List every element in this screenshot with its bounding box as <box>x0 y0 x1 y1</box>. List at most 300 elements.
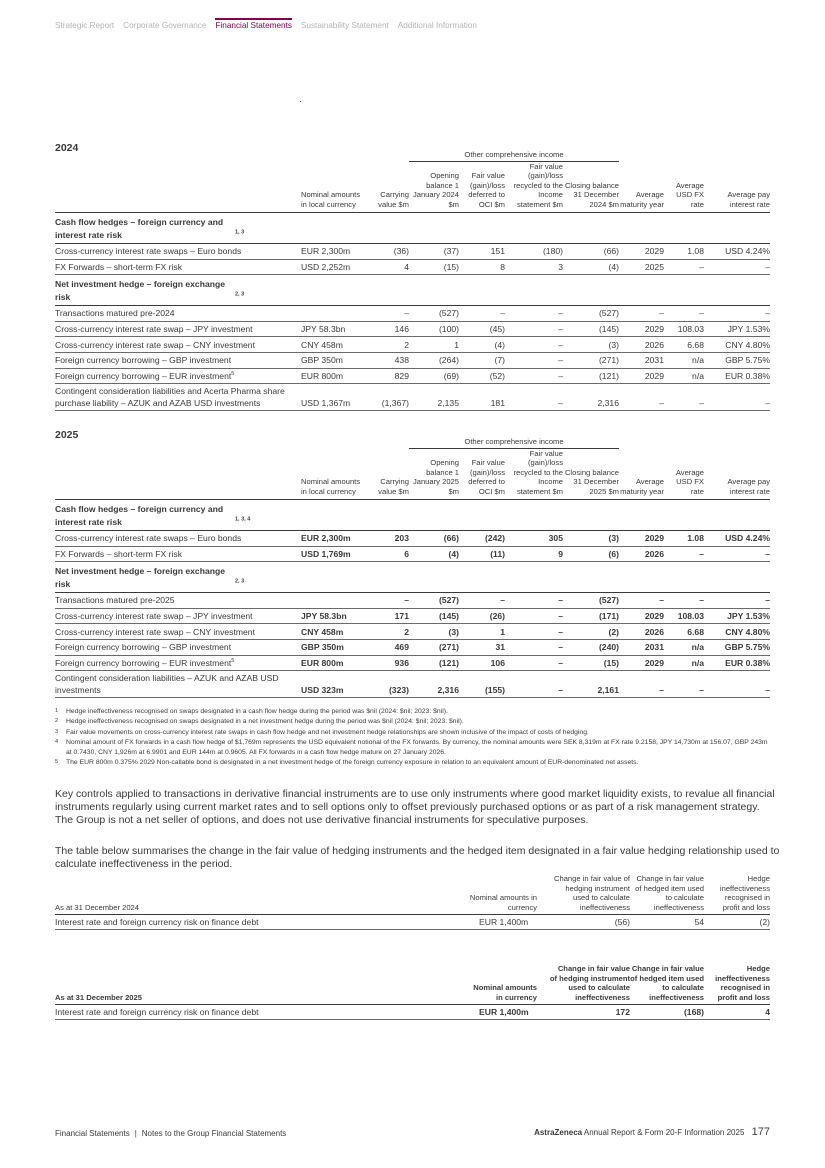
row-label-cell <box>55 244 301 260</box>
footer-brand: AstraZeneca <box>534 1128 583 1137</box>
table-row <box>55 337 770 353</box>
col-ineff: Hedge ineffectiveness recognised in profit and loss <box>704 964 770 1005</box>
section-header <box>55 500 770 531</box>
cell-recycled: – <box>505 593 563 609</box>
row-label: FX Forwards – short-term FX risk <box>55 261 183 272</box>
cell-nominal: CNY 458m <box>301 624 367 640</box>
row-label: Cross-currency interest rate swap – CNY investment <box>55 626 255 637</box>
footnote-number: 1 <box>55 708 59 714</box>
footnote-ref: 2, 3 <box>235 291 245 298</box>
col-ineff: Hedge ineffectiveness recognised in profit and loss <box>704 874 770 915</box>
cell-carrying: 6 <box>367 546 409 562</box>
col-fv-deferred: Fair value (gain)/loss deferred to OCI $m <box>459 448 505 500</box>
cell-fx: n/a <box>664 655 704 671</box>
cell-fx: – <box>664 671 704 698</box>
key-controls-paragraph: Key controls applied to transactions in derivative financial instruments are to use only instruments where good market liquidity exists, to revalue all financial instruments regularly using current market rates and to sell options only to offset previously purchased options or as part of a risk management strategy. The Group is not a net seller of options, and does not use derivative financial instruments for speculative purposes. <box>55 788 775 827</box>
table-row <box>55 531 770 547</box>
footnote <box>55 728 775 738</box>
row-label: Foreign currency borrowing – GBP investment <box>55 355 232 366</box>
cell-maturity: 2026 <box>619 546 664 562</box>
row-label: Cross-currency interest rate swap – JPY investment <box>55 611 253 622</box>
cell-recycled: (180) <box>505 244 563 260</box>
row-label-cell <box>55 593 301 609</box>
cell-opening: 1 <box>409 337 459 353</box>
cell-rate: JPY 1.53% <box>704 608 770 624</box>
col-opening <box>409 161 459 213</box>
top-nav <box>55 21 477 30</box>
col-nominal: Nominal amounts in currency <box>463 874 537 915</box>
cell-fx: n/a <box>664 352 704 368</box>
row-label: Interest rate and foreign currency risk on finance debt <box>55 1005 463 1020</box>
section-title: Net investment hedge – foreign exchange risk <box>55 279 226 302</box>
cell-maturity: 2031 <box>619 352 664 368</box>
section-header <box>55 213 770 244</box>
col-opening <box>409 448 459 500</box>
col-fx-rate: Average USD FX rate <box>664 161 704 213</box>
cell-recycled: 9 <box>505 546 563 562</box>
hedge-table-2024 <box>55 149 770 411</box>
cell-closing: (121) <box>563 368 619 384</box>
col-closing-label: Closing balance 31 December <box>564 467 619 486</box>
cell-opening: (66) <box>409 531 459 547</box>
table-row <box>55 321 770 337</box>
row-label-cell <box>55 352 301 368</box>
cell-rate: – <box>704 259 770 275</box>
cell-closing: 2,161 <box>563 671 619 698</box>
table-row <box>55 608 770 624</box>
cell-rate: CNY 4.80% <box>704 337 770 353</box>
cell-maturity: – <box>619 593 664 609</box>
nav-additional-information[interactable]: Additional Information <box>397 21 477 30</box>
row-label-cell <box>55 306 301 322</box>
row-label: Cross-currency interest rate swaps – Euro bonds <box>55 246 242 257</box>
row-label-cell <box>55 655 301 671</box>
footnote-ref: 1, 3, 4 <box>235 516 251 523</box>
cell-deferred: (4) <box>459 337 505 353</box>
cell-nominal: EUR 2,300m <box>301 531 367 547</box>
cell-maturity: – <box>619 671 664 698</box>
section-title: Cash flow hedges – foreign currency and interest rate risk <box>55 504 224 527</box>
nav-strategic-report[interactable]: Strategic Report <box>55 21 115 30</box>
row-label: Transactions matured pre-2025 <box>55 595 175 606</box>
cell-nominal: USD 1,769m <box>301 546 367 562</box>
cell-recycled: – <box>505 384 563 411</box>
row-label-cell <box>55 639 301 655</box>
cell-maturity: – <box>619 306 664 322</box>
footnote-number: 4 <box>55 738 59 745</box>
cell-carrying: (36) <box>367 244 409 260</box>
table-row <box>55 384 770 411</box>
cell-closing: (15) <box>563 655 619 671</box>
col-closing <box>563 161 619 213</box>
cell-deferred: (45) <box>459 321 505 337</box>
cell-closing: (527) <box>563 306 619 322</box>
col-opening-label: Opening balance 1 January <box>412 171 459 199</box>
cell-fx: 108.03 <box>664 321 704 337</box>
cell-deferred: 1 <box>459 624 505 640</box>
col-instrument: Change in fair value of hedging instrument used to calculate ineffectiveness <box>537 964 630 1005</box>
row-label: Foreign currency borrowing – EUR investment <box>55 657 232 668</box>
cell-carrying: – <box>367 306 409 322</box>
footnote-ref: 1, 3 <box>235 229 245 236</box>
nav-sustainability-statement[interactable]: Sustainability Statement <box>300 21 389 30</box>
col-pay-rate: Average pay interest rate <box>704 448 770 500</box>
col-nominal: Nominal amounts in currency <box>463 964 537 1005</box>
cell-carrying: 438 <box>367 352 409 368</box>
cell-recycled: – <box>505 306 563 322</box>
ineff-value: 4 <box>704 1005 770 1020</box>
cell-rate: – <box>704 306 770 322</box>
row-label-cell <box>55 671 301 698</box>
cell-fx: 6.68 <box>664 624 704 640</box>
cell-nominal: USD 323m <box>301 671 367 698</box>
stray-dot <box>300 101 301 102</box>
cell-nominal: JPY 58.3bn <box>301 608 367 624</box>
col-maturity: Average maturity year <box>619 161 664 213</box>
cell-deferred: (26) <box>459 608 505 624</box>
cell-fx: n/a <box>664 639 704 655</box>
cell-opening: (527) <box>409 306 459 322</box>
cell-carrying: – <box>367 593 409 609</box>
cell-deferred: (11) <box>459 546 505 562</box>
cell-closing: (527) <box>563 593 619 609</box>
cell-carrying: 469 <box>367 639 409 655</box>
cell-closing: (6) <box>563 546 619 562</box>
cell-carrying: 171 <box>367 608 409 624</box>
footnote-number: 2 <box>55 718 59 725</box>
cell-opening: (100) <box>409 321 459 337</box>
cell-recycled: – <box>505 624 563 640</box>
footer-report <box>534 1126 770 1138</box>
cell-closing: (145) <box>563 321 619 337</box>
row-label-cell <box>55 546 301 562</box>
footnote <box>55 717 775 727</box>
oci-group-header: Other comprehensive income <box>409 149 619 161</box>
footnote-text: Fair value movements on cross-currency interest rate swaps in cash flow hedge and net investment hedge relationships are shown inclusive of the impact of costs of hedging. <box>66 728 589 736</box>
item-value: (168) <box>630 1005 704 1020</box>
cell-fx: 1.08 <box>664 244 704 260</box>
footnotes <box>55 707 775 769</box>
row-label-cell <box>55 608 301 624</box>
cell-carrying: 4 <box>367 259 409 275</box>
row-label: FX Forwards – short-term FX risk <box>55 548 183 559</box>
col-closing-year: 2025 <box>589 486 607 496</box>
col-nominal-label: Nominal amounts in local currency <box>301 477 361 496</box>
fair-value-hedge-table-2025 <box>55 964 770 1020</box>
cell-recycled: – <box>505 321 563 337</box>
nav-financial-statements[interactable]: Financial Statements <box>215 21 292 30</box>
col-pay-rate: Average pay interest rate <box>704 161 770 213</box>
cell-deferred: 151 <box>459 244 505 260</box>
cell-recycled: – <box>505 655 563 671</box>
cell-carrying: 2 <box>367 624 409 640</box>
cell-rate: GBP 5.75% <box>704 352 770 368</box>
row-label: Cross-currency interest rate swap – JPY investment <box>55 324 253 335</box>
footnote <box>55 738 775 759</box>
table-row <box>55 915 770 930</box>
cell-carrying: (323) <box>367 671 409 698</box>
footnote-ref: 2, 3 <box>235 578 245 585</box>
cell-nominal: EUR 800m <box>301 368 367 384</box>
section-header <box>55 562 770 593</box>
cell-closing: (66) <box>563 244 619 260</box>
cell-recycled: – <box>505 337 563 353</box>
row-label: Contingent consideration liabilities and Acerta Pharma share purchase liability – AZUK and AZAB USD investments <box>55 386 285 408</box>
cell-opening: 2,135 <box>409 384 459 411</box>
table-row <box>55 352 770 368</box>
cell-fx: – <box>664 593 704 609</box>
col-opening-year: 2024 <box>442 190 459 199</box>
cell-nominal: USD 2,252m <box>301 259 367 275</box>
oci-group-header: Other comprehensive income <box>409 436 619 448</box>
cell-opening: 2,316 <box>409 671 459 698</box>
cell-fx: 1.08 <box>664 531 704 547</box>
section-title: Cash flow hedges – foreign currency and interest rate risk <box>55 217 224 240</box>
table-row <box>55 244 770 260</box>
cell-rate: – <box>704 546 770 562</box>
cell-recycled: – <box>505 639 563 655</box>
footnote <box>55 758 775 768</box>
footer-section[interactable]: Financial Statements <box>55 1129 130 1138</box>
col-fv-recycled: Fair value (gain)/loss recycled to the Income statement $m <box>505 448 563 500</box>
col-instrument: Change in fair value of hedging instrument used to calculate ineffectiveness <box>537 874 630 915</box>
cell-rate: USD 4.24% <box>704 244 770 260</box>
cell-carrying: 146 <box>367 321 409 337</box>
col-opening-unit: $m <box>448 199 459 209</box>
cell-rate: CNY 4.80% <box>704 624 770 640</box>
row-label: Interest rate and foreign currency risk on finance debt <box>55 915 463 930</box>
cell-opening: (4) <box>409 546 459 562</box>
cell-rate: – <box>704 384 770 411</box>
cell-closing: (171) <box>563 608 619 624</box>
cell-closing: (240) <box>563 639 619 655</box>
footnote-text: The EUR 800m 0.375% 2029 Non-callable bond is designated in a net investment hedge of the foreign currency exposure in relation to an equivalent amount of EUR-denominated net assets. <box>66 759 639 767</box>
row-label: Contingent consideration liabilities – AZUK and AZAB USD investments <box>55 673 279 695</box>
row-label-cell <box>55 337 301 353</box>
year-title-2024: 2024 <box>55 142 79 154</box>
cell-maturity: – <box>619 384 664 411</box>
page-number: 177 <box>751 1126 770 1138</box>
col-item: Change in fair value of hedged item used to calculate ineffectiveness <box>630 964 704 1005</box>
col-closing-unit: $m <box>608 199 619 209</box>
cell-maturity: 2026 <box>619 624 664 640</box>
cell-nominal: GBP 350m <box>301 639 367 655</box>
col-fv-recycled: Fair value (gain)/loss recycled to the Income statement $m <box>505 161 563 213</box>
fair-value-paragraph: The table below summarises the change in the fair value of hedging instruments and the hedged item designated in a fair value hedging relationship used to calculate ineffectiveness in the period. <box>55 845 780 871</box>
row-label: Transactions matured pre-2024 <box>55 308 175 319</box>
col-nominal <box>301 161 367 213</box>
cell-nominal: USD 1,367m <box>301 384 367 411</box>
footer-breadcrumb: Financial Statements | Notes to the Group Financial Statements <box>55 1129 287 1138</box>
col-item: Change in fair value of hedged item used to calculate ineffectiveness <box>630 874 704 915</box>
cell-maturity: 2029 <box>619 368 664 384</box>
cell-fx: – <box>664 306 704 322</box>
cell-nominal: CNY 458m <box>301 337 367 353</box>
row-label-cell <box>55 624 301 640</box>
ineff-value: (2) <box>704 915 770 930</box>
cell-closing: (3) <box>563 531 619 547</box>
cell-closing: 2,316 <box>563 384 619 411</box>
cell-carrying: 2 <box>367 337 409 353</box>
col-nominal-label: Nominal amounts in local currency <box>301 190 361 209</box>
cell-deferred: 31 <box>459 639 505 655</box>
cell-deferred: 106 <box>459 655 505 671</box>
row-label: Foreign currency borrowing – EUR investment <box>55 370 232 381</box>
row-label-cell <box>55 321 301 337</box>
table-row <box>55 368 770 384</box>
table-row <box>55 639 770 655</box>
table-row <box>55 624 770 640</box>
cell-nominal <box>301 306 367 322</box>
cell-closing: (271) <box>563 352 619 368</box>
footnote-text: Hedge ineffectiveness recognised on swaps designated in a cash flow hedge during the period was $nil (2024: $nil; 2023: $nil). <box>66 708 448 715</box>
cell-opening: (3) <box>409 624 459 640</box>
cell-recycled: 305 <box>505 531 563 547</box>
footnote-number: 3 <box>55 728 59 735</box>
cell-deferred: – <box>459 593 505 609</box>
cell-rate: GBP 5.75% <box>704 639 770 655</box>
cell-carrying: 936 <box>367 655 409 671</box>
cell-opening: (264) <box>409 352 459 368</box>
cell-opening: (37) <box>409 244 459 260</box>
nominal-value: EUR 1,400m <box>463 915 537 930</box>
cell-deferred: (7) <box>459 352 505 368</box>
hedge-table-2025 <box>55 436 770 698</box>
col-fv-deferred: Fair value (gain)/loss deferred to OCI $m <box>459 161 505 213</box>
cell-closing: (3) <box>563 337 619 353</box>
cell-opening: (527) <box>409 593 459 609</box>
cell-fx: – <box>664 546 704 562</box>
footnote <box>55 707 775 717</box>
table-row <box>55 546 770 562</box>
cell-carrying: 203 <box>367 531 409 547</box>
col-closing <box>563 448 619 500</box>
section-header <box>55 275 770 306</box>
cell-rate: – <box>704 671 770 698</box>
footer-subsection[interactable]: Notes to the Group Financial Statements <box>141 1129 287 1138</box>
cell-carrying: 829 <box>367 368 409 384</box>
cell-carrying: (1,367) <box>367 384 409 411</box>
cell-nominal: EUR 800m <box>301 655 367 671</box>
cell-opening: (121) <box>409 655 459 671</box>
footnote-ref: 5 <box>231 658 235 664</box>
cell-nominal: EUR 2,300m <box>301 244 367 260</box>
col-opening-unit: $m <box>448 486 459 496</box>
cell-maturity: 2031 <box>619 639 664 655</box>
cell-fx: 108.03 <box>664 608 704 624</box>
col-opening-year: 2025 <box>442 477 459 486</box>
col-nominal <box>301 448 367 500</box>
table-row <box>55 593 770 609</box>
row-label: Cross-currency interest rate swaps – Euro bonds <box>55 533 242 544</box>
as-at-2024: As at 31 December 2024 <box>55 874 463 915</box>
table-row <box>55 655 770 671</box>
cell-maturity: 2026 <box>619 337 664 353</box>
col-fx-rate: Average USD FX rate <box>664 448 704 500</box>
table-row <box>55 671 770 698</box>
cell-nominal: GBP 350m <box>301 352 367 368</box>
cell-rate: USD 4.24% <box>704 531 770 547</box>
cell-recycled: – <box>505 671 563 698</box>
cell-opening: (15) <box>409 259 459 275</box>
cell-rate: JPY 1.53% <box>704 321 770 337</box>
item-value: 54 <box>630 915 704 930</box>
cell-maturity: 2029 <box>619 244 664 260</box>
col-carrying: Carrying value $m <box>367 448 409 500</box>
cell-recycled: – <box>505 368 563 384</box>
cell-maturity: 2029 <box>619 531 664 547</box>
cell-nominal: JPY 58.3bn <box>301 321 367 337</box>
cell-deferred: 181 <box>459 384 505 411</box>
cell-deferred: 8 <box>459 259 505 275</box>
table-row <box>55 259 770 275</box>
row-label-cell <box>55 531 301 547</box>
col-closing-unit: $m <box>608 486 619 496</box>
cell-deferred: (242) <box>459 531 505 547</box>
instrument-value: 172 <box>537 1005 630 1020</box>
footnote-ref: 5 <box>231 371 235 377</box>
cell-maturity: 2025 <box>619 259 664 275</box>
fair-value-hedge-table-2024 <box>55 874 770 930</box>
cell-deferred: – <box>459 306 505 322</box>
cell-fx: – <box>664 259 704 275</box>
nav-corporate-governance[interactable]: Corporate Governance <box>123 21 207 30</box>
cell-recycled: – <box>505 352 563 368</box>
row-label-cell <box>55 368 301 384</box>
table-row <box>55 306 770 322</box>
cell-recycled: 3 <box>505 259 563 275</box>
col-opening-label: Opening balance 1 January <box>412 458 459 486</box>
cell-deferred: (155) <box>459 671 505 698</box>
instrument-value: (56) <box>537 915 630 930</box>
row-label-cell <box>55 259 301 275</box>
cell-nominal <box>301 593 367 609</box>
footnote-number: 5 <box>55 759 59 766</box>
footnote-text: Nominal amount of FX forwards in a cash flow hedge of $1,769m represents the USD equivalent notional of the FX forwards. By currency, the nominal amounts were SEK 8,319m at FX rate 9.2158, JPY 14,730m at 156.07, GBP 243m at 0.7430, CNY 1,926m at 6.9901 and EUR 144m at 0.9605. All FX forwards in a cash flow hedge mature on 27 January 2026. <box>66 738 768 757</box>
cell-maturity: 2029 <box>619 608 664 624</box>
cell-closing: (2) <box>563 624 619 640</box>
row-label: Cross-currency interest rate swap – CNY investment <box>55 339 255 350</box>
footer-report-title: Annual Report & Form 20-F Information 2025 <box>583 1128 745 1137</box>
cell-rate: EUR 0.38% <box>704 655 770 671</box>
cell-maturity: 2029 <box>619 655 664 671</box>
cell-fx: n/a <box>664 368 704 384</box>
table-row <box>55 1005 770 1020</box>
nominal-value: EUR 1,400m <box>463 1005 537 1020</box>
year-title-2025: 2025 <box>55 429 79 441</box>
cell-recycled: – <box>505 608 563 624</box>
cell-deferred: (52) <box>459 368 505 384</box>
row-label-cell <box>55 384 301 411</box>
footnote-text: Hedge ineffectiveness recognised on swaps designated in a net investment hedge during the period was $nil (2024: $nil; 2023: $nil). <box>66 718 464 726</box>
as-at-2025: As at 31 December 2025 <box>55 964 463 1005</box>
cell-opening: (69) <box>409 368 459 384</box>
cell-maturity: 2029 <box>619 321 664 337</box>
cell-rate: EUR 0.38% <box>704 368 770 384</box>
cell-fx: – <box>664 384 704 411</box>
col-maturity: Average maturity year <box>619 448 664 500</box>
cell-fx: 6.68 <box>664 337 704 353</box>
cell-opening: (271) <box>409 639 459 655</box>
col-closing-label: Closing balance 31 December <box>564 180 619 199</box>
row-label: Foreign currency borrowing – GBP investment <box>55 642 232 653</box>
cell-closing: (4) <box>563 259 619 275</box>
cell-rate: – <box>704 593 770 609</box>
cell-opening: (145) <box>409 608 459 624</box>
col-carrying: Carrying value $m <box>367 161 409 213</box>
section-title: Net investment hedge – foreign exchange risk <box>55 566 226 589</box>
col-closing-year: 2024 <box>589 199 607 209</box>
